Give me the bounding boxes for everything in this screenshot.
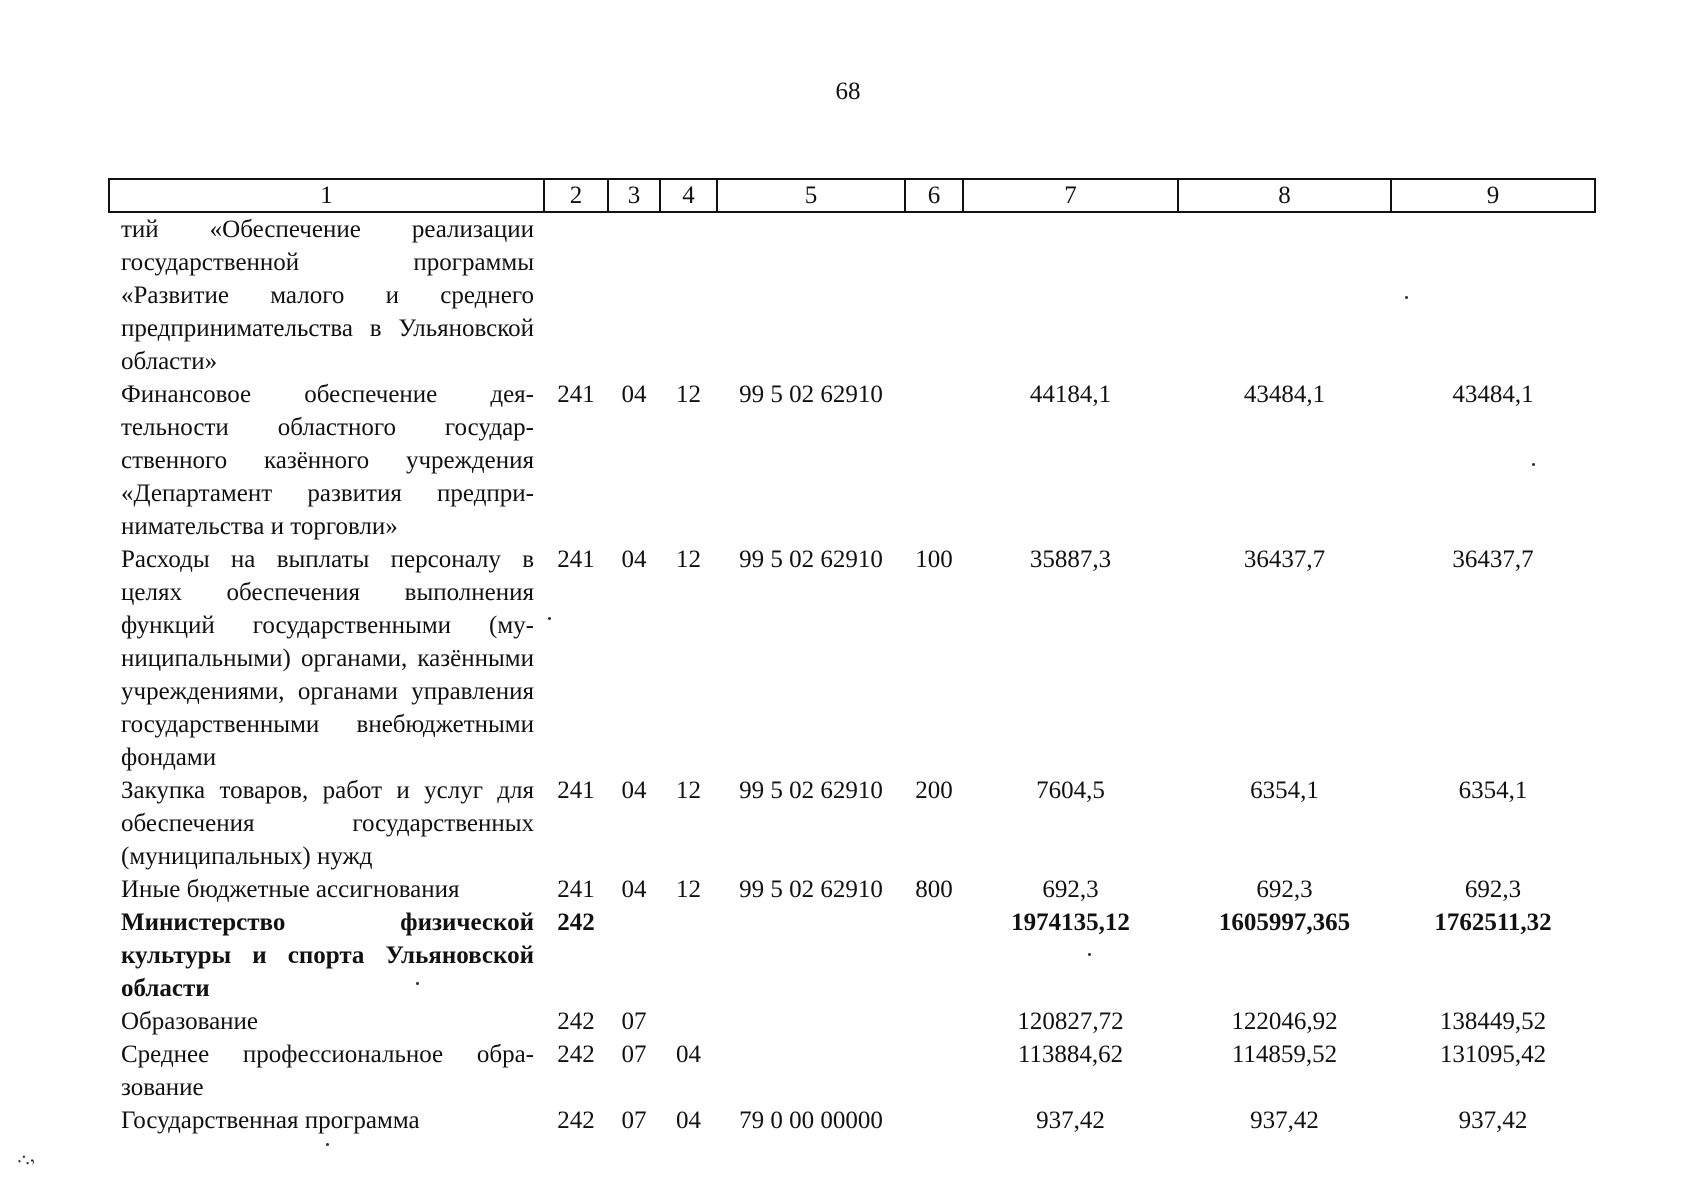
header-row [109, 179, 1595, 212]
row-value-2 [1178, 212, 1391, 378]
row-value-1: 937,42 [1036, 1107, 1105, 1134]
header-cell: 2 [544, 179, 608, 212]
row-gr: 242 [557, 1041, 595, 1068]
row-name: Среднее профессиональное образование [121, 1041, 534, 1101]
row-name: Закупка товаров, работ и услуг для обеспечения государственных (муниципальных) нужд [121, 777, 534, 870]
row-rz: 07 [621, 1041, 647, 1068]
row-value-1: 1974135,12 [1011, 909, 1130, 936]
row-vr: 100 [915, 546, 953, 573]
header-cell: 8 [1178, 179, 1391, 212]
row-pr: 12 [676, 546, 701, 573]
row-pr [660, 1005, 717, 1038]
row-value-1: 35887,3 [1029, 546, 1112, 573]
row-value-3: 937,42 [1458, 1107, 1528, 1134]
row-gr: 241 [557, 876, 595, 903]
row-rz: 04 [621, 546, 647, 573]
row-vr [905, 212, 963, 378]
row-vr: 800 [915, 876, 953, 903]
header-cell: 4 [660, 179, 717, 212]
row-csr: 79 0 00 00000 [739, 1107, 883, 1134]
header-cell: 5 [717, 179, 905, 212]
table-header [109, 179, 1595, 212]
row-value-2: 36437,7 [1243, 546, 1326, 573]
table-row [109, 378, 1595, 543]
scan-speck [1405, 296, 1408, 299]
row-gr: 241 [557, 381, 595, 408]
scan-speck [1088, 953, 1091, 956]
row-value-3: 692,3 [1464, 876, 1522, 903]
row-value-1: 113884,62 [1017, 1041, 1124, 1068]
header-cell: 1 [109, 179, 544, 212]
row-value-3: 131095,42 [1439, 1041, 1547, 1068]
table-row [109, 1038, 1595, 1104]
row-csr [717, 906, 905, 1005]
row-rz [608, 906, 660, 1005]
row-pr: 12 [676, 381, 701, 408]
row-csr [717, 212, 905, 378]
table-row [109, 873, 1595, 906]
budget-table [108, 178, 1596, 1137]
row-pr: 04 [676, 1107, 701, 1134]
row-value-1: 7604,5 [1036, 777, 1105, 804]
row-pr [660, 212, 717, 378]
table-row [109, 543, 1595, 774]
row-value-1: 44184,1 [1029, 381, 1112, 408]
row-pr: 12 [676, 876, 701, 903]
table-row [109, 1104, 1595, 1137]
row-pr: 12 [676, 777, 701, 804]
scan-speck [1532, 463, 1535, 466]
row-pr: 04 [676, 1041, 701, 1068]
page-number: 68 [835, 78, 861, 105]
table-row [109, 906, 1595, 1005]
row-csr: 99 5 02 62910 [739, 381, 883, 408]
row-name: Государственная программа [121, 1107, 420, 1134]
row-vr: 200 [915, 777, 953, 804]
header-cell: 3 [608, 179, 660, 212]
row-gr [544, 212, 608, 378]
scan-mark: ·:, [11, 1145, 38, 1173]
row-value-1: 692,3 [1042, 876, 1099, 903]
row-name: Министерство физической культуры и спорта Ульяновской области [121, 909, 534, 1002]
row-rz [608, 212, 660, 378]
scan-speck [416, 982, 419, 985]
row-pr [660, 906, 717, 1005]
row-vr [905, 906, 963, 1005]
row-name: Образование [121, 1008, 259, 1035]
row-value-3: 36437,7 [1452, 546, 1534, 573]
row-gr: 241 [557, 777, 595, 804]
table-row [109, 212, 1595, 378]
row-value-1 [963, 212, 1178, 378]
row-csr: 99 5 02 62910 [739, 546, 883, 573]
scan-speck [548, 617, 551, 620]
row-value-2: 114859,52 [1231, 1041, 1338, 1068]
table-row [109, 1005, 1595, 1038]
row-rz: 07 [621, 1107, 647, 1134]
row-value-3: 43484,1 [1452, 381, 1534, 408]
row-gr: 242 [557, 1107, 595, 1134]
row-gr: 242 [557, 1008, 595, 1035]
header-cell: 6 [905, 179, 963, 212]
row-rz: 07 [621, 1008, 647, 1035]
row-csr [717, 1038, 905, 1104]
row-csr [717, 1005, 905, 1038]
row-value-2: 1605997,365 [1218, 909, 1351, 936]
scan-speck [326, 1143, 329, 1146]
table-row [109, 774, 1595, 873]
row-value-2: 937,42 [1250, 1107, 1319, 1134]
row-vr [905, 378, 963, 543]
row-value-2: 122046,92 [1231, 1008, 1338, 1035]
row-name: тий «Обеспечение реализации государственной программы «Развитие малого и среднего предпринимательства в Ульяновской области» [121, 216, 534, 375]
row-gr: 242 [557, 909, 595, 936]
row-gr: 241 [557, 546, 595, 573]
row-value-3: 1762511,32 [1434, 909, 1552, 936]
row-csr: 99 5 02 62910 [739, 777, 883, 804]
row-value-3 [1391, 212, 1595, 378]
row-vr [905, 1104, 963, 1137]
row-value-1: 120827,72 [1017, 1008, 1124, 1035]
row-rz: 04 [621, 777, 647, 804]
row-name: Расходы на выплаты персоналу в целях обеспечения выполнения функций государственными (муниципальными) органами, казёнными учреждениями, органами управления государственными внебюджетными фондами [121, 546, 534, 771]
row-name: Иные бюджетные ассигнования [121, 876, 460, 903]
row-value-3: 6354,1 [1458, 777, 1528, 804]
row-vr [905, 1038, 963, 1104]
row-value-3: 138449,52 [1439, 1008, 1547, 1035]
header-cell: 9 [1391, 179, 1595, 212]
row-vr [905, 1005, 963, 1038]
row-value-2: 6354,1 [1250, 777, 1319, 804]
row-name: Финансовое обеспечение деятельности областного государственного казённого учреждения «Департамент развития предпринимательства и торговли» [121, 381, 534, 540]
row-rz: 04 [621, 876, 647, 903]
row-value-2: 692,3 [1256, 876, 1313, 903]
table-body [109, 212, 1595, 1137]
header-cell: 7 [963, 179, 1178, 212]
row-csr: 99 5 02 62910 [739, 876, 883, 903]
row-rz: 04 [621, 381, 647, 408]
row-value-2: 43484,1 [1243, 381, 1326, 408]
